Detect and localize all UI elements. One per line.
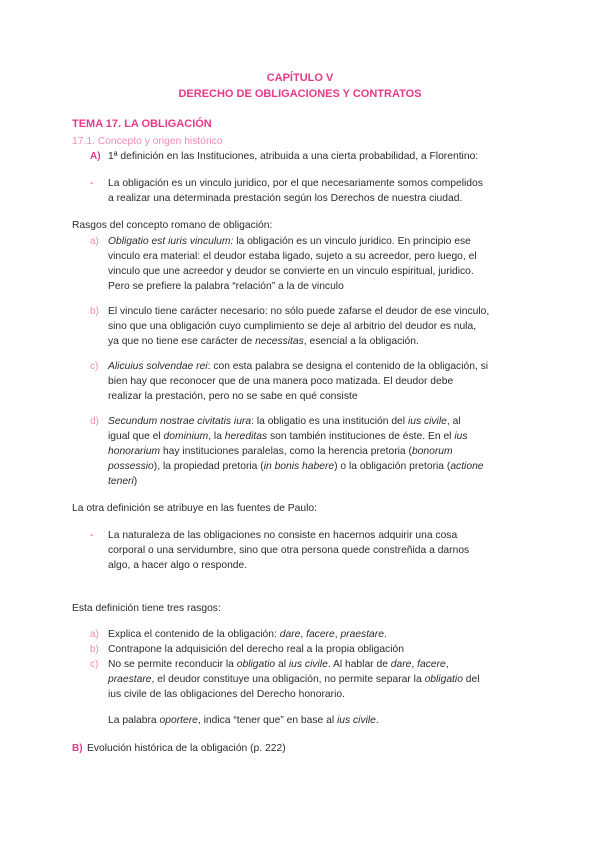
list-marker-c: c) <box>90 361 99 372</box>
latin-term: actione <box>450 461 484 472</box>
text-run: , la <box>208 431 225 442</box>
latin-term: ius civile <box>407 416 447 427</box>
definition-line: a realizar una determinada prestación según los Derechos de nuestra ciudad. <box>108 193 463 204</box>
latin-term: praestare <box>340 629 384 640</box>
rasgo-d-line <box>108 474 137 489</box>
list-marker-a: a) <box>90 629 99 640</box>
chapter-title: CAPÍTULO V <box>266 72 334 84</box>
rasgo-c-line: realizar la prestación, pero no se sabe en qué consiste <box>108 391 358 402</box>
rasgo-d-line <box>108 414 461 429</box>
rasgo-b-line: sino que una obligación cuyo cumplimiento se deje al arbitrio del deudor es nula, <box>108 321 477 332</box>
text-run: , al <box>446 416 461 427</box>
latin-term: necessitas <box>255 336 304 347</box>
oportere-line <box>108 713 379 728</box>
chapter-subtitle: DERECHO DE OBLIGACIONES Y CONTRATOS <box>178 88 422 100</box>
rasgo-a-line: vinculo era material: el deudor estaba ligado, sujeto a su acreedor, pero luego, el <box>108 251 477 262</box>
tema-heading: TEMA 17. LA OBLIGACIÓN <box>72 118 212 130</box>
section-heading: 17.1. Concepto y origen histórico <box>72 136 223 147</box>
latin-term: obligatio <box>236 659 276 670</box>
tres-b-line: Contrapone la adquisición del derecho real a la propia obligación <box>108 644 404 655</box>
text-run: No se permite reconducir la <box>108 659 237 670</box>
text-run: , <box>411 659 418 670</box>
latin-term: obligatio <box>424 674 463 685</box>
definition-line: corporal o una servidumbre, sino que otra persona quede constreñida a darnos <box>108 545 470 556</box>
tres-intro: Esta definición tiene tres rasgos: <box>72 603 221 614</box>
text-run: . <box>375 715 379 726</box>
latin-term: oportere <box>159 715 198 726</box>
list-marker-d: d) <box>90 416 99 427</box>
latin-term: ius <box>454 431 468 442</box>
tres-c-line <box>108 672 480 687</box>
list-marker-B: B) <box>72 743 83 754</box>
text-run: Explica el contenido de la obligación: <box>108 629 280 640</box>
rasgo-b-line <box>108 334 419 349</box>
latin-term: in bonis habere <box>263 461 335 472</box>
text-run: la obligación es un vinculo juridico. En principio ese <box>233 236 471 247</box>
text-run: . Al hablar de <box>327 659 391 670</box>
bullet-marker: - <box>90 530 94 541</box>
text-run: , el deudor constituye una obligación, no permite separar la <box>151 674 425 685</box>
rasgo-a-line: vinculo que une acreedor y deudor se convierte en un vinculo espiritual, juridico. <box>108 266 474 277</box>
latin-term: Alicuius solvendae rei <box>108 361 208 372</box>
list-marker-a: a) <box>90 236 99 247</box>
list-marker-c: c) <box>90 659 99 670</box>
latin-term: hereditas <box>224 431 268 442</box>
latin-term: dare <box>390 659 412 670</box>
tres-c-line <box>108 657 449 672</box>
tres-a-line <box>108 627 387 642</box>
text-run: ) <box>133 476 138 487</box>
definition-line: La obligación es un vinculo juridico, por el que necesariamente somos compelidos <box>108 178 483 189</box>
text-run: : con esta palabra se designa el contenido de la obligación, si <box>207 361 489 372</box>
text-run: , <box>445 659 449 670</box>
text-run: igual que el <box>108 431 164 442</box>
latin-term: praestare <box>108 674 152 685</box>
latin-term: facere <box>306 629 335 640</box>
rasgo-d-line <box>108 444 453 459</box>
rasgo-a-line <box>108 234 471 249</box>
definition-line: algo, a hacer algo o responde. <box>108 560 248 571</box>
list-marker-b: b) <box>90 306 99 317</box>
list-marker-b: b) <box>90 644 99 655</box>
text-run: , indica “tener que” en base al <box>197 715 337 726</box>
text-run: : la obligatio es una institución del <box>251 416 408 427</box>
text-run: al <box>275 659 289 670</box>
latin-term: Obligatio est iuris vinculum: <box>108 236 234 247</box>
rasgo-c-line: bien hay que reconocer que de una manera poco matizada. El deudor debe <box>108 376 454 387</box>
latin-term: facere <box>417 659 446 670</box>
text-run: del <box>462 674 480 685</box>
latin-term: Secundum nostrae civitatis iura <box>108 416 252 427</box>
definition-line: La naturaleza de las obligaciones no consiste en hacernos adquirir una cosa <box>108 530 458 541</box>
text-run: , esencial a la obligación. <box>303 336 419 347</box>
latin-term: honorarium <box>108 446 161 457</box>
rasgo-b-line: El vinculo tiene carácter necesario: no sólo puede zafarse el deudor de ese vinculo, <box>108 306 490 317</box>
list-marker-A: A) <box>90 151 101 162</box>
rasgo-c-line <box>108 359 488 374</box>
text-run: La palabra <box>108 715 160 726</box>
text-run: . <box>383 629 387 640</box>
rasgo-d-line <box>108 459 484 474</box>
latin-term: ius civile <box>288 659 328 670</box>
text-run: , <box>300 629 307 640</box>
bullet-marker: - <box>90 178 94 189</box>
rasgo-a-line: Pero se prefiere la palabra “relación” a la de vinculo <box>108 281 344 292</box>
rasgos-intro: Rasgos del concepto romano de obligación: <box>72 220 273 231</box>
text-run: ya que no tiene ese carácter de <box>108 336 256 347</box>
tres-c-line: ius civile de las obligaciones del Derecho honorario. <box>108 689 345 700</box>
paragraph-A: 1ª definición en las Instituciones, atribuida a una cierta probabilidad, a Florentino: <box>108 151 479 162</box>
latin-term: dare <box>279 629 301 640</box>
paragraph-B: Evolución histórica de la obligación (p. 222) <box>87 743 286 754</box>
text-run: , <box>334 629 341 640</box>
text-run: ) o la obligación pretoria ( <box>334 461 451 472</box>
latin-term: teneri <box>108 476 134 487</box>
rasgo-d-line <box>108 429 468 444</box>
text-run: son también instituciones de éste. En el <box>267 431 455 442</box>
latin-term: bonorum <box>411 446 453 457</box>
latin-term: possessio <box>108 461 154 472</box>
latin-term: ius civile <box>336 715 376 726</box>
paulo-intro: La otra definición se atribuye en las fuentes de Paulo: <box>72 503 317 514</box>
text-run: ), la propiedad pretoria ( <box>153 461 264 472</box>
text-run: hay instituciones paralelas, como la herencia pretoria ( <box>160 446 412 457</box>
latin-term: dominium <box>163 431 209 442</box>
